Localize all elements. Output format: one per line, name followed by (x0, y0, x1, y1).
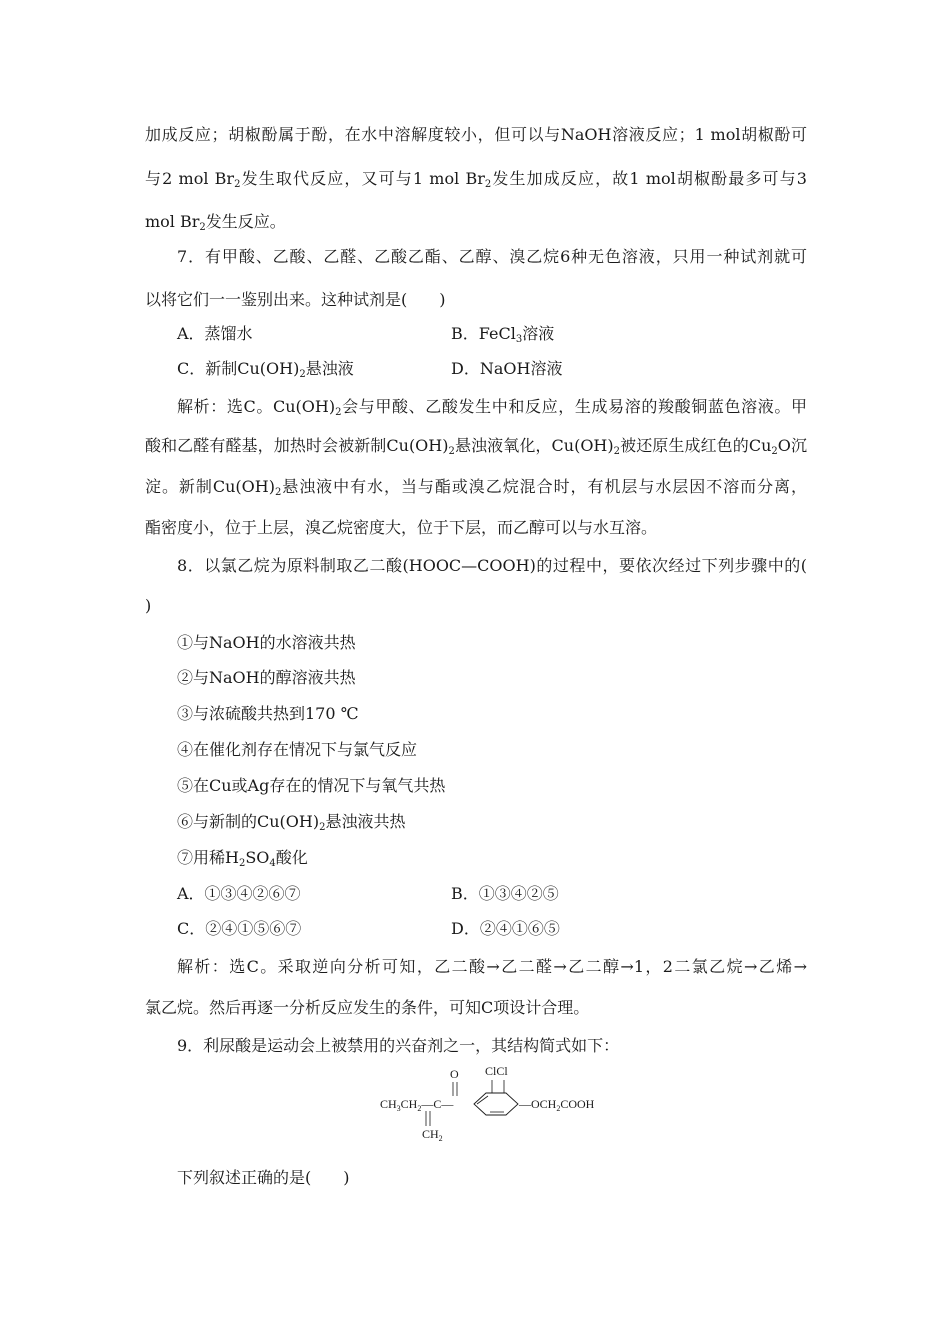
option-a (177, 323, 253, 345)
carbonyl-oxygen: O (450, 1067, 459, 1081)
text-line (145, 211, 286, 233)
step-item (177, 847, 308, 869)
step-item (177, 703, 359, 725)
subscript: 2 (448, 446, 455, 457)
text-run: C．②④①⑤⑥⑦ (177, 919, 302, 938)
subscript: 2 (484, 179, 492, 190)
text-run: 解析：选C。采取逆向分析可知，乙二酸→乙二醛→乙二醇→1，2二氯乙烷→乙烯→ (177, 957, 807, 976)
text-run: ①与NaOH的水溶液共热 (177, 633, 356, 652)
option-a (177, 883, 301, 905)
text-run: ②与NaOH的醇溶液共热 (177, 668, 356, 687)
question-9-prompt (177, 1167, 350, 1189)
text-run: 发生反应。 (205, 212, 286, 231)
text-run: 被还原生成红色的Cu (620, 436, 772, 455)
option-d (451, 918, 560, 940)
subscript: 2 (238, 858, 246, 869)
text-run: 发生取代反应，又可与1 mol Br (240, 169, 485, 188)
question-7-stem (177, 246, 807, 268)
text-run: 酸和乙醛有醛基，加热时会被新制Cu(OH) (145, 436, 449, 455)
text-run: 溶液 (522, 324, 555, 343)
text-run: ④在催化剂存在情况下与氯气反应 (177, 740, 418, 759)
text-run: ⑦用稀H (177, 848, 239, 867)
subscript: 2 (771, 446, 778, 457)
text-run: 7．有甲酸、乙酸、乙醛、乙酸乙酯、乙醇、溴乙烷6种无色溶液，只用一种试剂就可 (177, 247, 807, 266)
answer-explanation (177, 396, 807, 418)
text-run: A．蒸馏水 (177, 324, 253, 343)
text-run: 以将它们一一鉴别出来。这种试剂是( ) (145, 290, 446, 309)
text-run: 悬浊液氧化，Cu(OH) (454, 436, 614, 455)
step-item (177, 667, 356, 689)
answer-explanation (145, 435, 807, 457)
step-item (177, 632, 356, 654)
text-run: 酯密度小，位于上层，溴乙烷密度大，位于下层，而乙醇可以与水互溶。 (145, 518, 658, 537)
question-8-stem (145, 595, 151, 617)
step-item (177, 775, 445, 797)
text-run: 9．利尿酸是运动会上被禁用的兴奋剂之一，其结构简式如下： (177, 1036, 620, 1055)
text-run: A．①③④②⑥⑦ (177, 884, 301, 903)
text-run: 8．以氯乙烷为原料制取乙二酸(HOOC—COOH)的过程中，要依次经过下列步骤中的( (177, 556, 807, 575)
subscript: 2 (234, 179, 241, 190)
text-run: 氯乙烷。然后再逐一分析反应发生的条件，可知C项设计合理。 (145, 998, 590, 1017)
text-run: C．新制Cu(OH) (177, 359, 300, 378)
formula-methylene: $CH_2$ (422, 1127, 443, 1143)
text-run: ⑤在Cu或Ag存在的情况下与氧气共热 (177, 776, 446, 795)
text-run: ) (145, 596, 152, 615)
formula-left-group: $CH_3CH_2—C—$ (380, 1097, 454, 1113)
text-run: O沉 (777, 436, 807, 455)
step-item (177, 739, 417, 761)
answer-explanation (145, 517, 657, 539)
text-run: ③与浓硫酸共热到170 ℃ (177, 704, 359, 723)
text-run: 淀。新制Cu(OH) (145, 477, 275, 496)
answer-explanation (145, 997, 589, 1019)
question-7-stem (145, 289, 446, 311)
text-run: mol Br (145, 212, 200, 231)
text-run: B．①③④②⑤ (451, 884, 559, 903)
subscript: 4 (269, 858, 276, 869)
subscript: 2 (199, 222, 206, 233)
text-run: 会与甲酸、乙酸发生中和反应，生成易溶的羧酸铜蓝色溶液。甲 (341, 397, 807, 416)
option-c (177, 918, 301, 940)
option-d (451, 358, 562, 380)
subscript: 2 (319, 822, 326, 833)
step-item (177, 811, 406, 833)
chlorine-substituents: ClCl (485, 1064, 508, 1078)
option-b (451, 323, 554, 345)
text-line (145, 168, 807, 190)
text-run: D．NaOH溶液 (451, 359, 563, 378)
text-run: 与2 mol Br (145, 169, 235, 188)
text-run: 悬浊液 (305, 359, 354, 378)
text-run: 发生加成反应，故1 mol胡椒酚最多可与3 (491, 169, 807, 188)
text-run: ⑥与新制的Cu(OH) (177, 812, 320, 831)
text-run: 下列叙述正确的是( ) (177, 1168, 350, 1187)
subscript: 2 (335, 407, 342, 418)
text-run: 悬浊液中有水，当与酯或溴乙烷混合时，有机层与水层因不溶而分离， (281, 477, 807, 496)
subscript: 2 (613, 446, 621, 457)
subscript: 3 (515, 334, 523, 345)
answer-explanation (177, 956, 807, 978)
answer-explanation (145, 476, 807, 498)
formula-right-group: $—OCH_2COOH$ (519, 1097, 595, 1113)
text-run: 加成反应；胡椒酚属于酚，在水中溶解度较小，但可以与NaOH溶液反应；1 mol胡椒酚可 (145, 125, 807, 144)
text-run: SO (245, 848, 270, 867)
subscript: 2 (274, 487, 282, 498)
text-run: 酸化 (275, 848, 308, 867)
subscript: 2 (299, 369, 306, 380)
text-run: B．FeCl (451, 324, 516, 343)
text-run: 悬浊液共热 (325, 812, 406, 831)
option-b (451, 883, 559, 905)
option-c (177, 358, 354, 380)
text-line (145, 124, 807, 146)
structural-formula (378, 1060, 608, 1150)
text-run: 解析：选C。Cu(OH) (177, 397, 336, 416)
question-8-stem (177, 555, 807, 577)
question-9-stem (177, 1035, 619, 1057)
text-run: D．②④①⑥⑤ (451, 919, 560, 938)
